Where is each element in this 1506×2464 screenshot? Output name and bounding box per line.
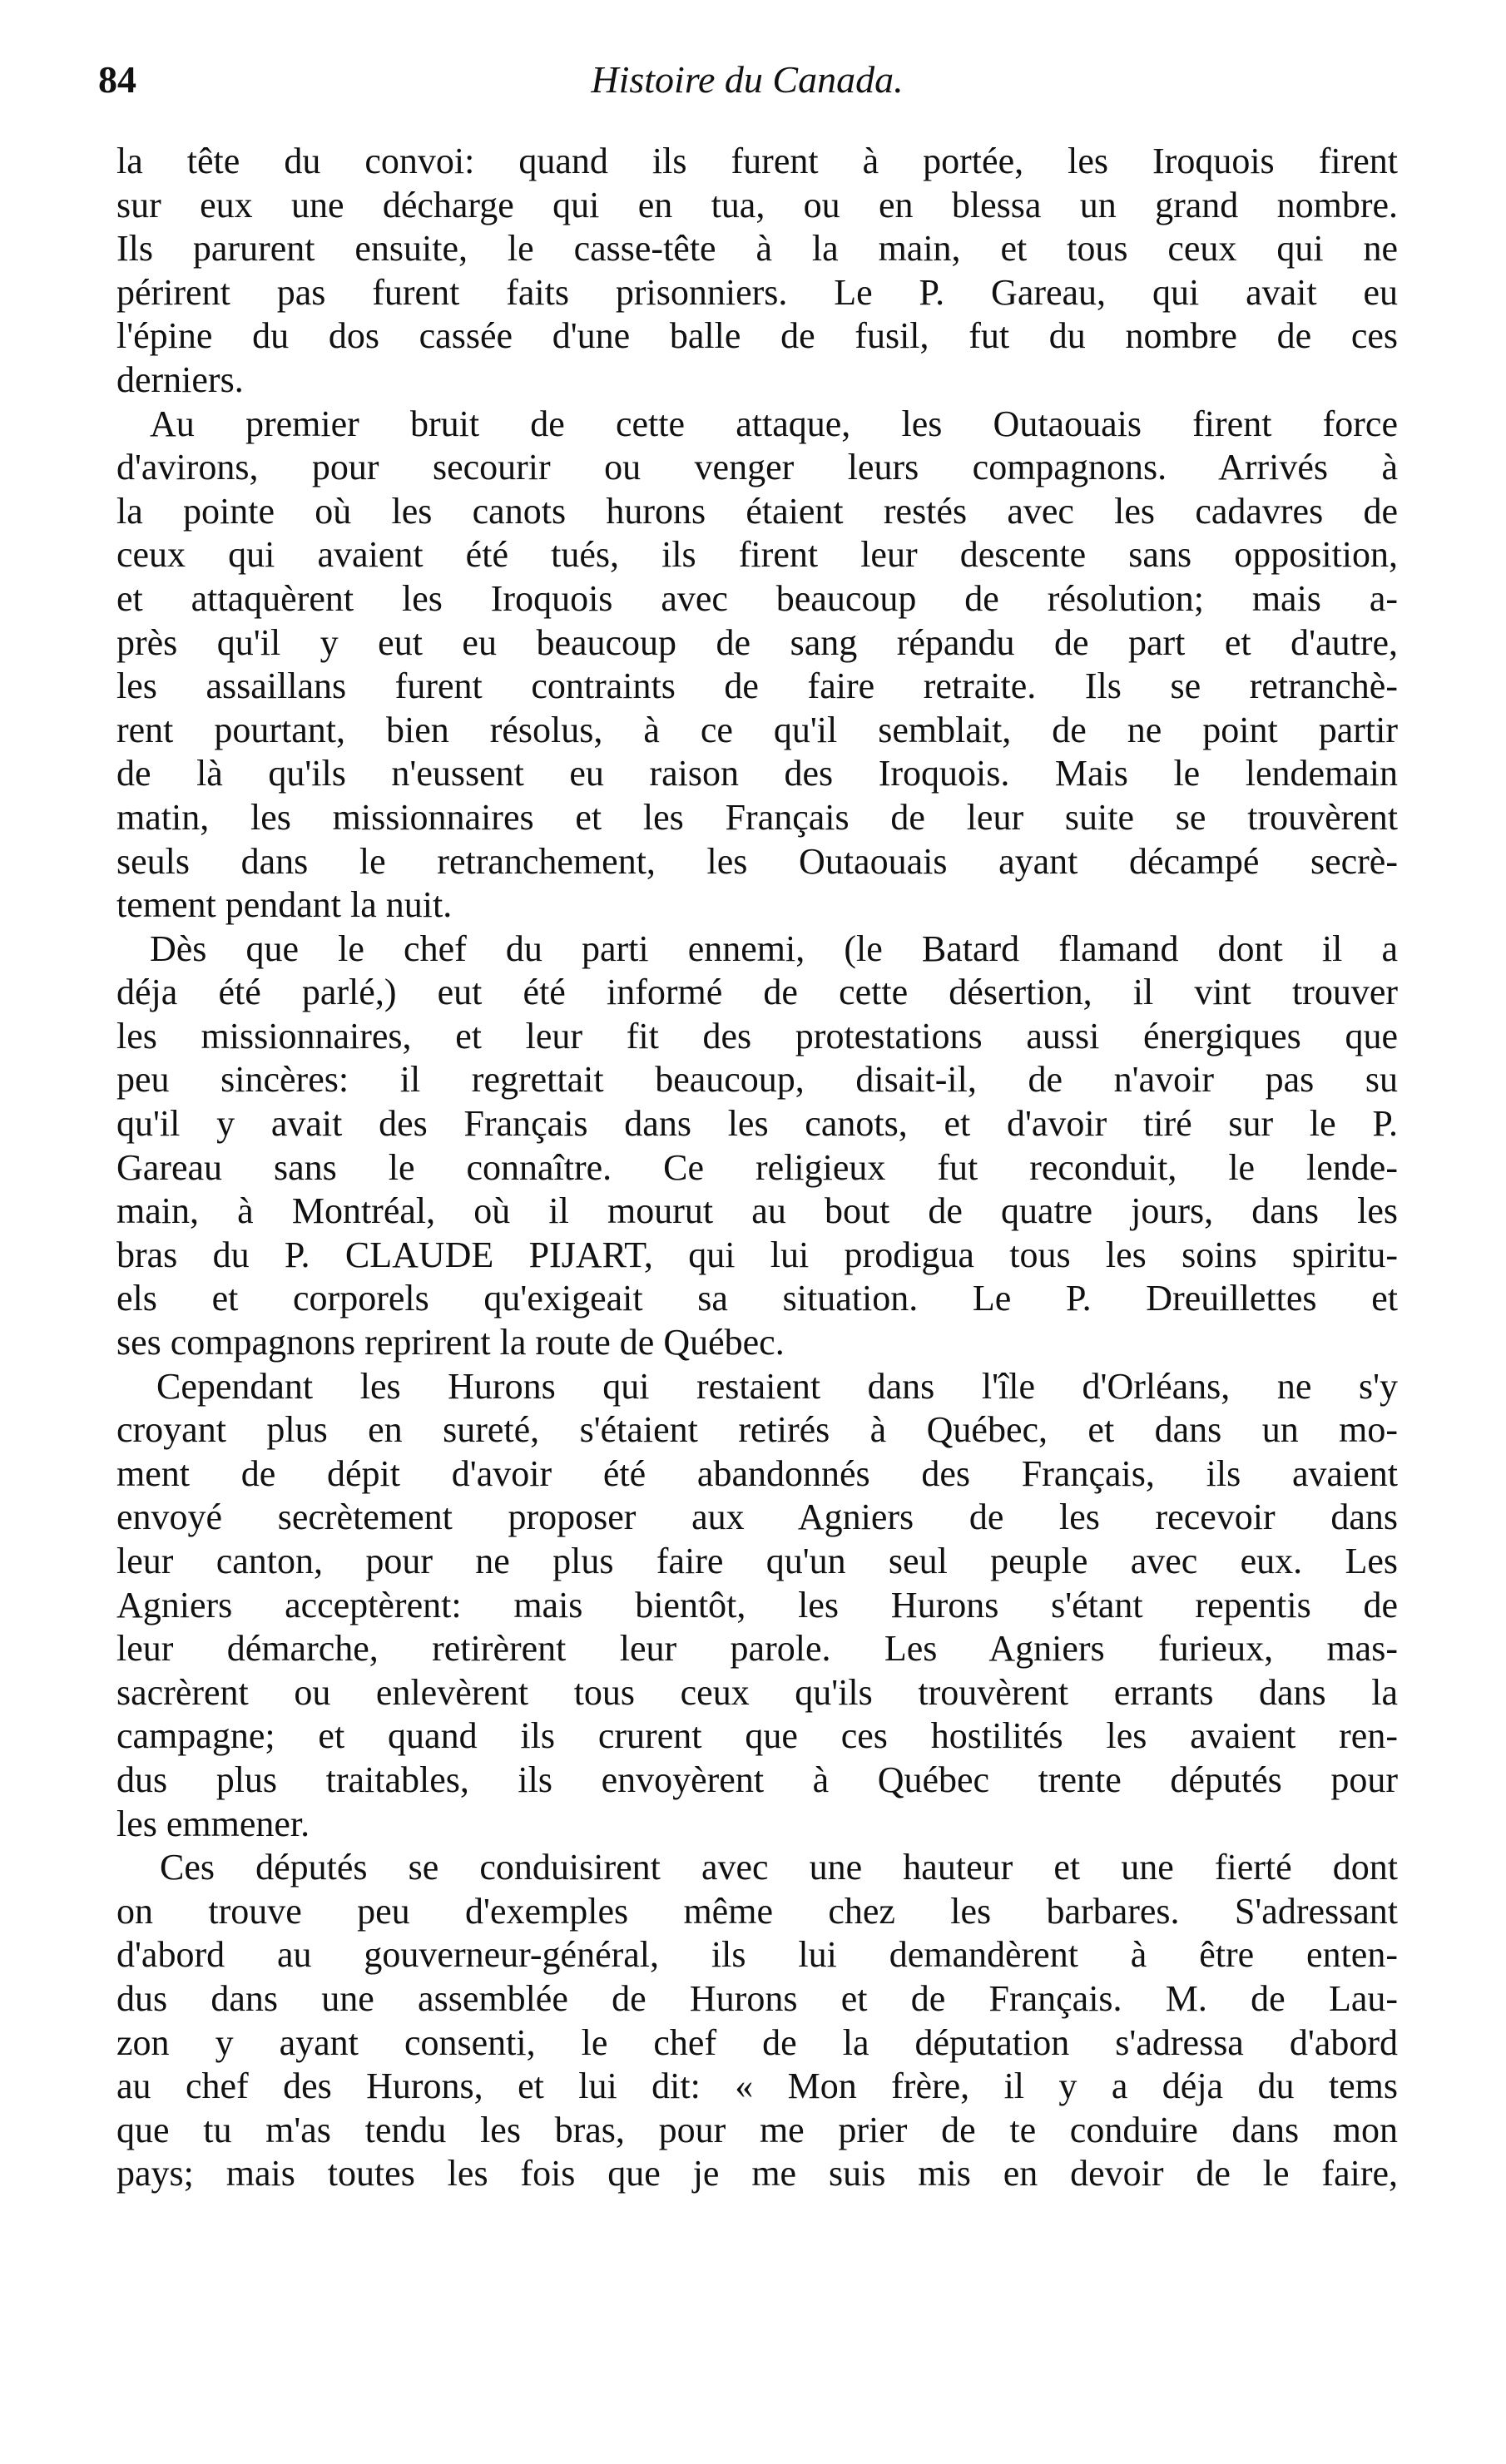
- text-line: la tête du convoi: quand ils furent à portée, les Iroquois firent: [116, 141, 1398, 181]
- text-line: près qu'il y eut eu beaucoup de sang répandu de part et d'autre,: [116, 621, 1398, 663]
- paragraph: [116, 403, 1398, 928]
- text-line: ceux qui avaient été tués, ils firent leur descente sans opposition,: [116, 534, 1398, 576]
- text-line: les emmener.: [116, 1803, 310, 1844]
- text-line: Ils parurent ensuite, le casse-tête à la main, et tous ceux qui ne: [116, 228, 1398, 270]
- text-line: la pointe où les canots hurons étaient restés avec les cadavres de: [116, 490, 1398, 532]
- text-line: derniers.: [116, 359, 244, 400]
- text-line: zon y ayant consenti, le chef de la députation s'adressa d'abord: [116, 2021, 1398, 2063]
- text-line: main, à Montréal, où il mourut au bout de quatre jours, dans les: [116, 1190, 1398, 1232]
- page-number: 84: [98, 58, 136, 101]
- text-line: bras du P. CLAUDE PIJART, qui lui prodigua tous les soins spiritu-: [116, 1234, 1398, 1275]
- text-line: pays; mais toutes les fois que je me suis mis en devoir de le faire,: [116, 2153, 1398, 2194]
- text-line: tement pendant la nuit.: [116, 884, 453, 926]
- body-text: [116, 140, 1398, 2196]
- text-line: sacrèrent ou enlevèrent tous ceux qu'ils trouvèrent errants dans la: [116, 1671, 1398, 1713]
- text-line: au chef des Hurons, et lui dit: « Mon frère, il y a déja du tems: [116, 2066, 1398, 2107]
- text-line: dus plus traitables, ils envoyèrent à Québec trente députés pour: [116, 1759, 1398, 1800]
- text-line: seuls dans le retranchement, les Outaouais ayant décampé secrè-: [116, 840, 1398, 882]
- text-line: els et corporels qu'exigeait sa situation. Le P. Dreuillettes et: [116, 1278, 1398, 1319]
- text-line: on trouve peu d'exemples même chez les barbares. S'adressant: [116, 1890, 1398, 1932]
- text-line: Dès que le chef du parti ennemi, (le Batard flamand dont il a: [150, 928, 1398, 969]
- text-line: dus dans une assemblée de Hurons et de Français. M. de Lau-: [116, 1977, 1398, 2019]
- paragraph: [116, 1846, 1398, 2196]
- text-line: d'abord au gouverneur-général, ils lui demandèrent à être enten-: [116, 1934, 1398, 1976]
- text-line: rent pourtant, bien résolus, à ce qu'il semblait, de ne point partir: [116, 709, 1398, 750]
- text-line: périrent pas furent faits prisonniers. Le P. Gareau, qui avait eu: [116, 271, 1398, 313]
- paragraph: [116, 928, 1398, 1365]
- text-line: Ces députés se conduisirent avec une hauteur et une fierté dont: [160, 1847, 1398, 1888]
- text-line: leur démarche, retirèrent leur parole. Les Agniers furieux, mas-: [116, 1628, 1398, 1670]
- text-line: sur eux une décharge qui en tua, ou en blessa un grand nombre.: [116, 184, 1398, 225]
- text-line: déja été parlé,) eut été informé de cette désertion, il vint trouver: [116, 972, 1398, 1013]
- text-line: leur canton, pour ne plus faire qu'un seul peuple avec eux. Les: [116, 1541, 1398, 1581]
- text-line: de là qu'ils n'eussent eu raison des Iroquois. Mais le lendemain: [116, 753, 1398, 794]
- text-line: ses compagnons reprirent la route de Québec.: [116, 1322, 785, 1363]
- text-line: que tu m'as tendu les bras, pour me prier de te conduire dans mon: [116, 2109, 1398, 2150]
- text-line: Cependant les Hurons qui restaient dans l'île d'Orléans, ne s'y: [156, 1365, 1398, 1407]
- running-title: Histoire du Canada.: [591, 58, 904, 101]
- text-line: Au premier bruit de cette attaque, les Outaouais firent force: [150, 403, 1398, 444]
- text-line: d'avirons, pour secourir ou venger leurs compagnons. Arrivés à: [116, 447, 1398, 488]
- text-line: peu sincères: il regrettait beaucoup, disait-il, de n'avoir pas su: [116, 1059, 1398, 1101]
- text-line: croyant plus en sureté, s'étaient retirés à Québec, et dans un mo-: [116, 1409, 1398, 1451]
- running-head: [98, 55, 1396, 105]
- text-line: et attaquèrent les Iroquois avec beaucoup de résolution; mais a-: [116, 577, 1398, 619]
- text-line: ment de dépit d'avoir été abandonnés des Français, ils avaient: [116, 1452, 1398, 1494]
- text-line: campagne; et quand ils crurent que ces hostilités les avaient ren-: [116, 1715, 1398, 1757]
- paragraph: [116, 1365, 1398, 1847]
- paragraph: [116, 140, 1398, 403]
- text-line: l'épine du dos cassée d'une balle de fusil, fut du nombre de ces: [116, 315, 1398, 357]
- text-line: les missionnaires, et leur fit des protestations aussi énergiques que: [116, 1015, 1398, 1056]
- text-line: Gareau sans le connaître. Ce religieux fut reconduit, le lende-: [116, 1146, 1398, 1188]
- text-line: qu'il y avait des Français dans les canots, et d'avoir tiré sur le P.: [116, 1103, 1398, 1145]
- text-line: les assaillans furent contraints de faire retraite. Ils se retranchè-: [116, 665, 1398, 707]
- text-line: Agniers acceptèrent: mais bientôt, les Hurons s'étant repentis de: [116, 1584, 1398, 1625]
- text-line: envoyé secrètement proposer aux Agniers de les recevoir dans: [116, 1497, 1398, 1538]
- text-line: matin, les missionnaires et les Français de leur suite se trouvèrent: [116, 796, 1398, 838]
